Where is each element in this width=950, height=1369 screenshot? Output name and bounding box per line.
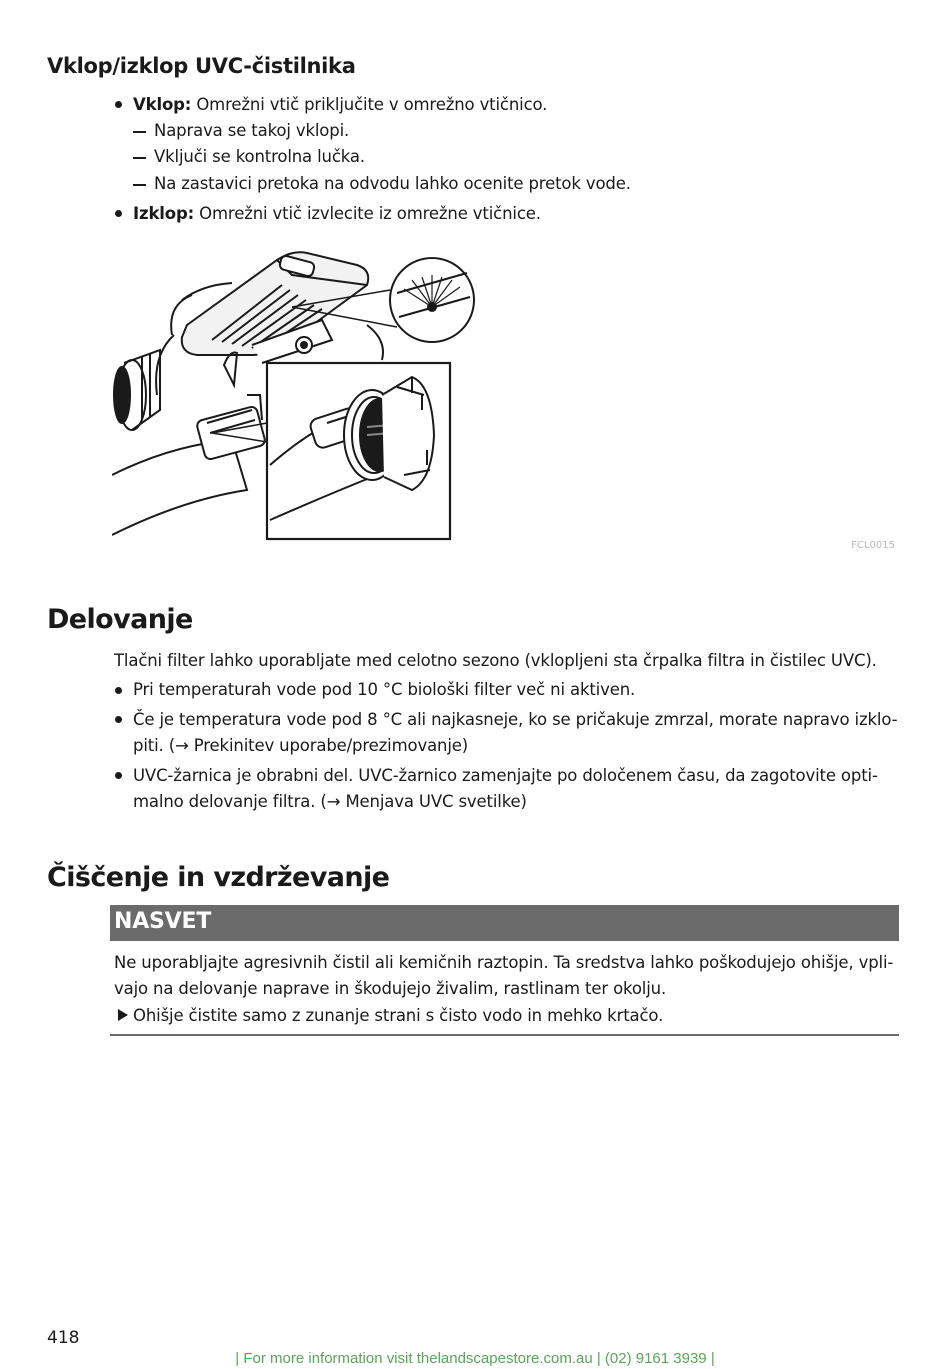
dash-item: Naprava se takoj vklopi. xyxy=(154,121,350,140)
list-item: Če je temperatura vode pod 8 °C ali najkasneje, ko se pričakuje zmrzal, morate napravo izklo- xyxy=(133,710,898,729)
off-text: Omrežni vtič izvlecite iz omrežne vtičnice. xyxy=(194,204,541,223)
dash-item: Na zastavici pretoka na odvodu lahko ocenite pretok vode. xyxy=(154,174,631,193)
on-label: Vklop: xyxy=(133,95,192,114)
bullet-icon xyxy=(115,716,122,723)
notice-divider xyxy=(110,1034,899,1036)
dash-item: Vključi se kontrolna lučka. xyxy=(154,147,365,166)
notice-text-line: Ne uporabljajte agresivnih čistil ali kemičnih raztopin. Ta sredstva lahko poškodujejo ohišje, vpli- xyxy=(114,953,894,972)
list-item: Pri temperaturah vode pod 10 °C biološki filter več ni aktiven. xyxy=(133,680,636,699)
section-heading-operation: Delovanje xyxy=(47,604,193,635)
bullet-icon xyxy=(115,101,122,108)
dash-icon xyxy=(133,184,146,186)
notice-text-line: vajo na delovanje naprave in škodujejo živalim, rastlinam ter okolju. xyxy=(114,979,667,998)
bullet-icon xyxy=(115,772,122,779)
bullet-icon xyxy=(115,687,122,694)
section-heading-on-off: Vklop/izklop UVC-čistilnika xyxy=(47,54,356,78)
dash-icon xyxy=(133,157,146,159)
bullet-icon xyxy=(115,210,122,217)
off-label: Izklop: xyxy=(133,204,195,223)
arrow-right-icon xyxy=(118,1009,128,1021)
dash-icon xyxy=(133,131,146,133)
page-number: 418 xyxy=(47,1328,80,1348)
footer-text: | For more information visit thelandscapestore.com.au | (02) 9161 3939 | xyxy=(235,1350,715,1367)
notice-label: NASVET xyxy=(114,909,212,934)
list-item-off xyxy=(133,201,541,227)
section-heading-cleaning: Čiščenje in vzdrževanje xyxy=(47,862,390,893)
uvc-device-illustration xyxy=(112,245,480,543)
notice-header xyxy=(110,905,899,941)
list-item-continued: malno delovanje filtra. (→ Menjava UVC svetilke) xyxy=(133,792,527,811)
list-item-on xyxy=(133,92,547,118)
list-item-continued: piti. (→ Prekinitev uporabe/prezimovanje) xyxy=(133,736,469,755)
figure-code: FCL0015 xyxy=(851,540,895,551)
on-text: Omrežni vtič priključite v omrežno vtičnico. xyxy=(191,95,548,114)
operation-intro: Tlačni filter lahko uporabljate med celotno sezono (vklopljeni sta črpalka filtra in čistilec UVC). xyxy=(114,651,877,670)
list-item: UVC-žarnica je obrabni del. UVC-žarnico zamenjajte po določenem času, da zagotovite opti- xyxy=(133,766,878,785)
notice-action: Ohišje čistite samo z zunanje strani s čisto vodo in mehko krtačo. xyxy=(133,1006,664,1025)
